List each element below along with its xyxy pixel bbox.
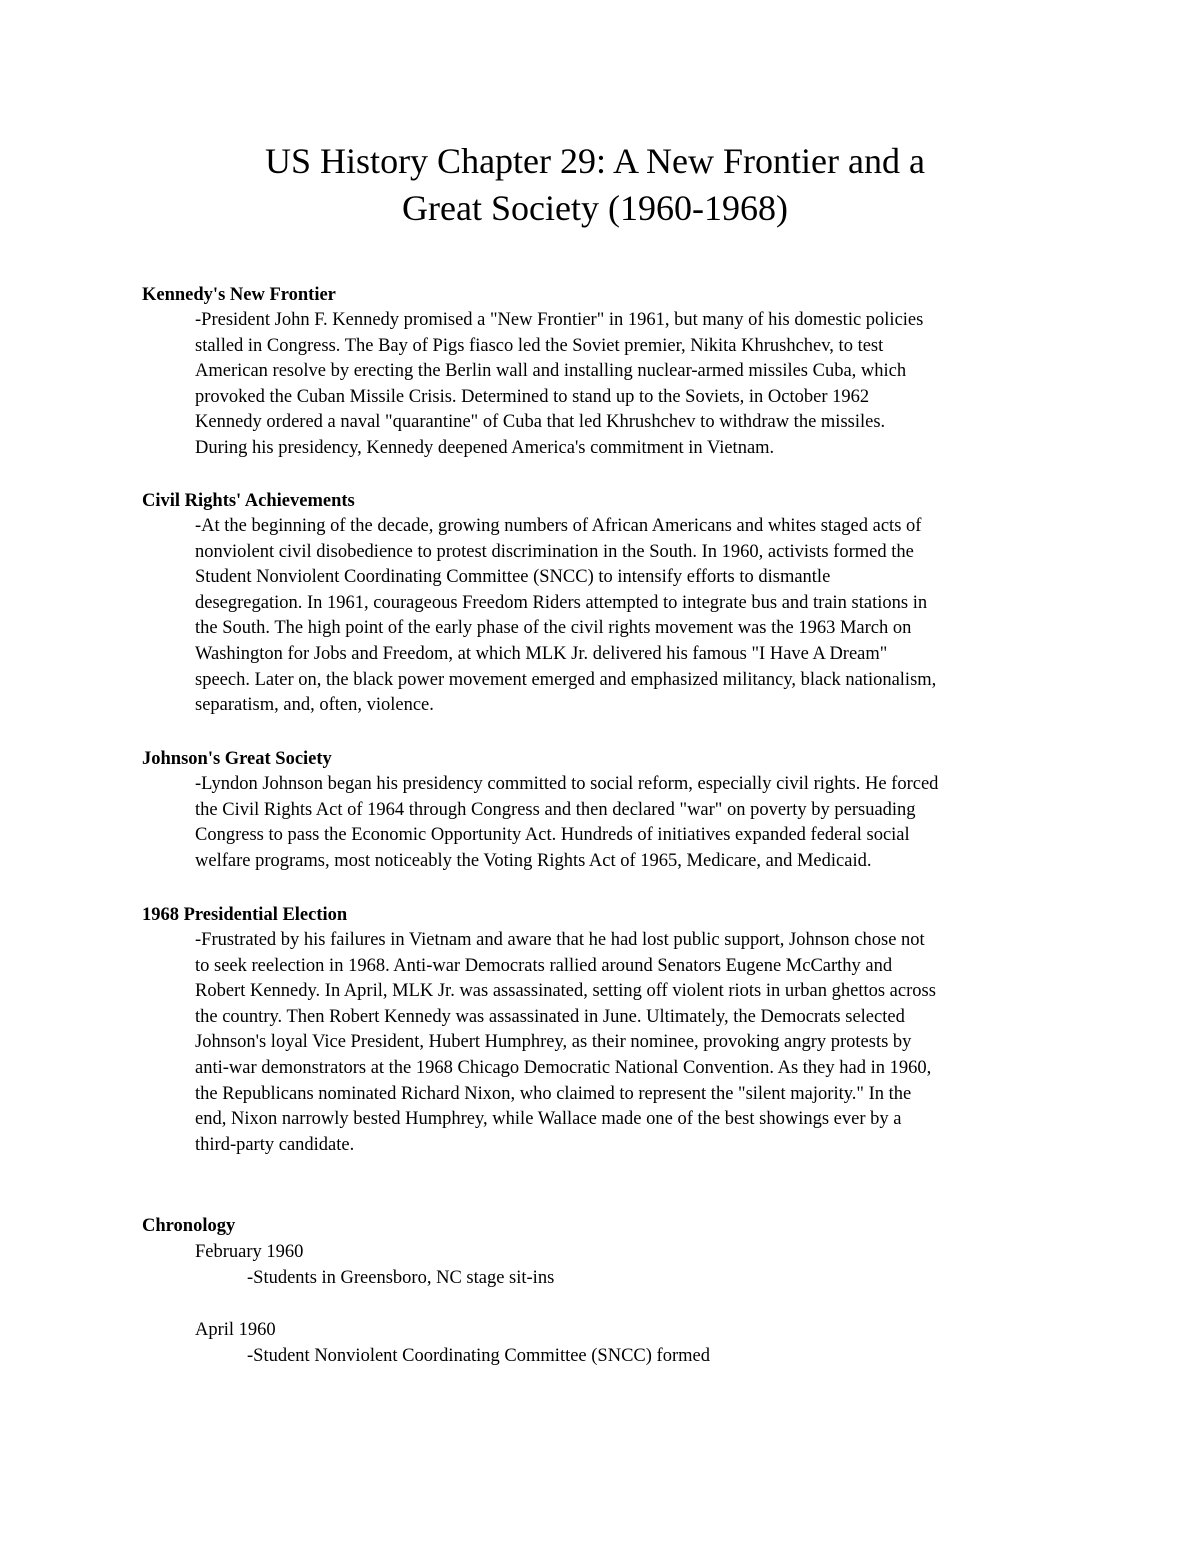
paragraph-line: provoked the Cuban Missile Crisis. Determined to stand up to the Soviets, in October 1962	[195, 386, 870, 407]
section-paragraph	[195, 772, 1060, 874]
section-heading: Chronology	[142, 1216, 236, 1236]
paragraph-line: -Lyndon Johnson began his presidency committed to social reform, especially civil rights. He forced	[195, 774, 939, 794]
paragraph-line: -Frustrated by his failures in Vietnam and aware that he had lost public support, Johnson chose not	[195, 930, 925, 950]
paragraph-line: -At the beginning of the decade, growing numbers of African Americans and whites staged acts of	[195, 516, 922, 536]
paragraph-line: Robert Kennedy. In April, MLK Jr. was assassinated, setting off violent riots in urban ghettos across	[195, 981, 936, 1002]
chronology-entry	[142, 1239, 1062, 1291]
paragraph-line: anti-war demonstrators at the 1968 Chicago Democratic National Convention. As they had in 1960,	[195, 1057, 932, 1078]
paragraph-line: Washington for Jobs and Freedom, at which MLK Jr. delivered his famous "I Have A Dream"	[195, 643, 888, 664]
chronology-date: February 1960	[195, 1242, 304, 1262]
paragraph-line: the South. The high point of the early phase of the civil rights movement was the 1963 March on	[195, 618, 912, 639]
paragraph-line: desegregation. In 1961, courageous Freedom Riders attempted to integrate bus and train stations in	[195, 592, 928, 613]
section-paragraph	[195, 928, 1060, 1158]
chronology-event: -Students in Greensboro, NC stage sit-ins	[247, 1268, 555, 1288]
paragraph-line: -President John F. Kennedy promised a "New Frontier" in 1961, but many of his domestic policies	[195, 310, 924, 330]
page-title	[0, 138, 1190, 232]
section-heading: Johnson's Great Society	[142, 749, 332, 769]
section-1968-presidential-election	[142, 902, 1062, 1158]
paragraph-line: stalled in Congress. The Bay of Pigs fiasco led the Soviet premier, Nikita Khrushchev, to test	[195, 335, 884, 356]
paragraph-line: nonviolent civil disobedience to protest discrimination in the South. In 1960, activists formed the	[195, 541, 914, 562]
section-heading: Civil Rights' Achievements	[142, 491, 355, 511]
page-title-line-1: US History Chapter 29: A New Frontier and a	[265, 141, 925, 181]
paragraph-line: the country. Then Robert Kennedy was assassinated in June. Ultimately, the Democrats selected	[195, 1006, 905, 1027]
chronology-event: -Student Nonviolent Coordinating Committee (SNCC) formed	[247, 1346, 710, 1366]
paragraph-line: the Civil Rights Act of 1964 through Congress and then declared "war" on poverty by persuading	[195, 799, 916, 820]
paragraph-line: Student Nonviolent Coordinating Committee (SNCC) to intensify efforts to dismantle	[195, 567, 831, 588]
paragraph-line: Kennedy ordered a naval "quarantine" of Cuba that led Khrushchev to withdraw the missiles.	[195, 412, 886, 433]
paragraph-line: speech. Later on, the black power movement emerged and emphasized militancy, black nationalism,	[195, 669, 937, 690]
page-title-line-2: Great Society (1960-1968)	[402, 188, 788, 228]
section-paragraph	[195, 514, 1060, 719]
paragraph-line: American resolve by erecting the Berlin wall and installing nuclear-armed missiles Cuba, which	[195, 361, 907, 382]
paragraph-line: to seek reelection in 1968. Anti-war Democrats rallied around Senators Eugene McCarthy and	[195, 955, 893, 976]
paragraph-line: separatism, and, often, violence.	[195, 695, 434, 716]
paragraph-line: end, Nixon narrowly bested Humphrey, while Wallace made one of the best showings ever by a	[195, 1109, 902, 1130]
paragraph-line: the Republicans nominated Richard Nixon, who claimed to represent the "silent majority." In the	[195, 1083, 912, 1104]
paragraph-line: Johnson's loyal Vice President, Hubert Humphrey, as their nominee, provoking angry protests by	[195, 1032, 912, 1053]
paragraph-line: third-party candidate.	[195, 1134, 355, 1155]
paragraph-line: During his presidency, Kennedy deepened America's commitment in Vietnam.	[195, 437, 775, 458]
section-civil-rights-achievements	[142, 488, 1062, 719]
section-kennedys-new-frontier	[142, 282, 1062, 462]
section-chronology	[142, 1213, 1062, 1369]
section-paragraph	[195, 308, 1060, 462]
section-heading: 1968 Presidential Election	[142, 905, 348, 925]
paragraph-line: welfare programs, most noticeably the Voting Rights Act of 1965, Medicare, and Medicaid.	[195, 850, 872, 871]
section-heading: Kennedy's New Frontier	[142, 285, 336, 305]
section-johnsons-great-society	[142, 746, 1062, 874]
paragraph-line: Congress to pass the Economic Opportunity Act. Hundreds of initiatives expanded federal social	[195, 825, 910, 846]
chronology-entry	[142, 1317, 1062, 1369]
chronology-date: April 1960	[195, 1320, 276, 1340]
